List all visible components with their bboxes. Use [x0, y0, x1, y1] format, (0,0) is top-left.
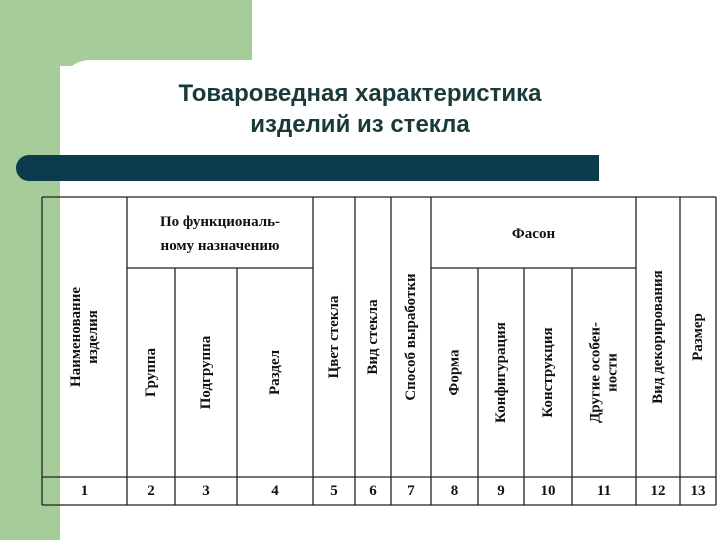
column-number-10: 10	[540, 483, 556, 499]
slide-title-line-1: Товароведная характеристика	[178, 80, 542, 107]
column-header-6-line-1: Вид стекла	[365, 299, 381, 375]
group-header-fason: Фасон	[511, 226, 556, 242]
column-number-1: 1	[80, 483, 89, 499]
column-number-3: 3	[202, 483, 210, 499]
column-header-1-line-1: Наименование	[68, 287, 84, 387]
column-number-11: 11	[596, 483, 612, 499]
column-header-8-line-1: Форма	[446, 349, 463, 396]
column-number-7: 7	[407, 483, 415, 499]
group-header-functional-line-2: ному назначению	[160, 238, 280, 254]
group-header-functional-line-1: По функциональ-	[159, 214, 281, 230]
column-header-7-line-1: Способ выработки	[403, 273, 419, 401]
column-header-13-line-1: Размер	[690, 313, 706, 361]
table-headers	[68, 214, 706, 423]
column-number-4: 4	[271, 483, 279, 499]
column-number-5: 5	[330, 483, 338, 499]
column-number-13: 13	[690, 483, 706, 499]
column-header-10-line-1: Конструкция	[540, 327, 556, 418]
column-number-8: 8	[450, 483, 459, 499]
column-header-12-line-1: Вид декорирования	[650, 270, 666, 404]
column-header-9-line-1: Конфигурация	[493, 322, 509, 423]
column-header-5-line-1: Цвет стекла	[326, 295, 342, 379]
column-header-11-line-2: ности	[604, 353, 621, 392]
column-header-4-line-1: Раздел	[267, 349, 283, 396]
column-header-11-line-1: Другие особен-	[587, 321, 604, 424]
column-number-6: 6	[369, 483, 377, 499]
slide-title-line-2: изделий из стекла	[250, 111, 470, 138]
column-number-2: 2	[147, 483, 155, 499]
column-header-2-line-1: Группа	[143, 347, 159, 398]
column-number-12: 12	[650, 483, 666, 499]
column-number-9: 9	[497, 483, 505, 499]
column-header-1-line-2: изделия	[85, 310, 101, 364]
column-header-3-line-1: Подгруппа	[198, 335, 214, 410]
